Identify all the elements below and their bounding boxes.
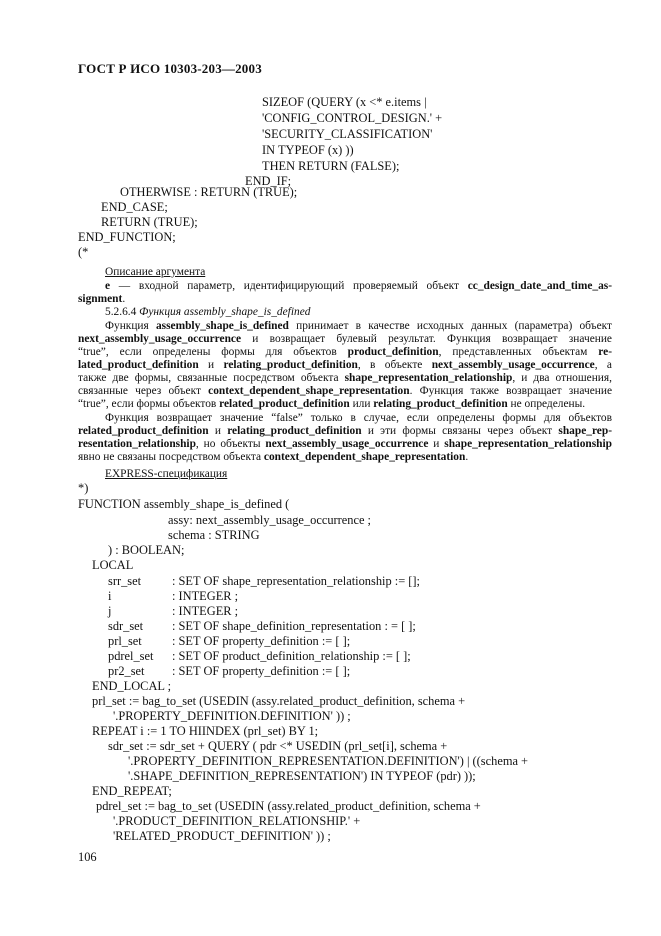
- code-line: '.SHAPE_DEFINITION_REPRESENTATION') IN TYPEOF (pdr) ));: [128, 769, 476, 783]
- code-line: schema : STRING: [168, 528, 260, 542]
- local-var-type: : SET OF product_definition_relationship := [ ];: [172, 649, 411, 663]
- code-line: LOCAL: [92, 558, 134, 572]
- code-line: OTHERWISE : RETURN (TRUE);: [120, 185, 298, 199]
- local-var-type: : INTEGER ;: [172, 604, 239, 618]
- local-var-type: : SET OF shape_representation_relationship := [];: [172, 574, 420, 588]
- paragraph-line: Функция возвращает значение “false” только в случае, если определены формы для объектов: [105, 412, 612, 424]
- code-line: 'RELATED_PRODUCT_DEFINITION' )) ;: [113, 829, 331, 843]
- local-var-name: srr_set: [108, 574, 142, 588]
- code-line: prl_set := bag_to_set (USEDIN (assy.related_product_definition, schema +: [92, 694, 466, 708]
- code-line: REPEAT i := 1 TO HIINDEX (prl_set) BY 1;: [92, 724, 319, 738]
- code-line: '.PROPERTY_DEFINITION_REPRESENTATION.DEFINITION') | ((schema +: [128, 754, 529, 768]
- paragraph-line: lated_product_definition и relating_product_definition, в объекте next_assembly_usage_occurrence, а: [78, 359, 612, 371]
- code-line: 'CONFIG_CONTROL_DESIGN.' +: [262, 111, 443, 125]
- page-header: ГОСТ Р ИСО 10303-203—2003: [78, 61, 262, 76]
- code-line: pdrel_set := bag_to_set (USEDIN (assy.related_product_definition, schema +: [96, 799, 481, 813]
- code-line: assy: next_assembly_usage_occurrence ;: [168, 513, 371, 527]
- code-line: END_IF;: [245, 174, 292, 188]
- local-var-name: pdrel_set: [108, 649, 154, 663]
- argument-line-2: signment.: [78, 293, 126, 305]
- code-line: END_FUNCTION;: [78, 230, 176, 244]
- code-line: SIZEOF (QUERY (x <* e.items |: [262, 95, 427, 109]
- page-number: 106: [78, 850, 97, 864]
- code-line: '.PROPERTY_DEFINITION.DEFINITION' )) ;: [113, 709, 351, 723]
- paragraph-line: “true”, если формы объектов related_product_definition или relating_product_definition не определены.: [78, 398, 586, 410]
- code-line: sdr_set := sdr_set + QUERY ( pdr <* USEDIN (prl_set[i], schema +: [108, 739, 448, 753]
- code-line: THEN RETURN (FALSE);: [262, 159, 400, 173]
- code-line: ) : BOOLEAN;: [108, 543, 185, 557]
- paragraph-line: явно не связаны посредством объекта context_dependent_shape_representation.: [78, 451, 469, 463]
- local-var-type: : SET OF property_definition := [ ];: [172, 664, 351, 678]
- paragraph-line: next_assembly_usage_occurrence и возвращает булевый результат. Функция возвращает значение: [78, 333, 612, 345]
- argument-line-1: e — входной параметр, идентифицирующий проверяемый объект cc_design_date_and_time_as-: [105, 280, 612, 292]
- code-line: END_CASE;: [101, 200, 168, 214]
- paragraph-line: resentation_relationship, но объекты next_assembly_usage_occurrence и shape_representation_relationship: [78, 438, 612, 450]
- paragraph-line: “true”, если определены формы для объектов product_definition, представленных объектам re-: [78, 346, 612, 358]
- local-var-name: j: [108, 604, 112, 618]
- local-var-name: prl_set: [108, 634, 142, 648]
- code-line: END_REPEAT;: [92, 784, 172, 798]
- code-line: (*: [78, 245, 89, 259]
- local-var-name: i: [108, 589, 112, 603]
- code-line: '.PRODUCT_DEFINITION_RELATIONSHIP.' +: [113, 814, 361, 828]
- code-line: IN TYPEOF (x) )): [262, 143, 354, 157]
- code-line: 'SECURITY_CLASSIFICATION': [262, 127, 433, 141]
- local-var-name: sdr_set: [108, 619, 144, 633]
- section-heading: 5.2.6.4 Функция assembly_shape_is_defined: [105, 306, 311, 318]
- code-line: FUNCTION assembly_shape_is_defined (: [78, 497, 290, 511]
- code-line: *): [78, 481, 89, 495]
- local-var-type: : INTEGER ;: [172, 589, 239, 603]
- code-line: END_LOCAL ;: [92, 679, 172, 693]
- argument-heading: Описание аргумента: [105, 266, 206, 278]
- local-var-type: : SET OF shape_definition_representation : = [ ];: [172, 619, 416, 633]
- local-var-name: pr2_set: [108, 664, 145, 678]
- paragraph-line: также две формы, связанные посредством объекта shape_representation_relationship, и два отношения,: [78, 372, 612, 384]
- local-var-type: : SET OF property_definition := [ ];: [172, 634, 351, 648]
- paragraph-line: Функция assembly_shape_is_defined принимает в качестве исходных данных (параметра) объект: [105, 320, 612, 332]
- code-line: RETURN (TRUE);: [101, 215, 198, 229]
- paragraph-line: related_product_definition и relating_product_definition и эти формы связаны через объект shape_rep-: [78, 425, 612, 437]
- paragraph-line: связанные через объект context_dependent_shape_representation. Функция также возвращает значение: [78, 385, 613, 397]
- express-heading: EXPRESS-спецификация: [105, 468, 228, 480]
